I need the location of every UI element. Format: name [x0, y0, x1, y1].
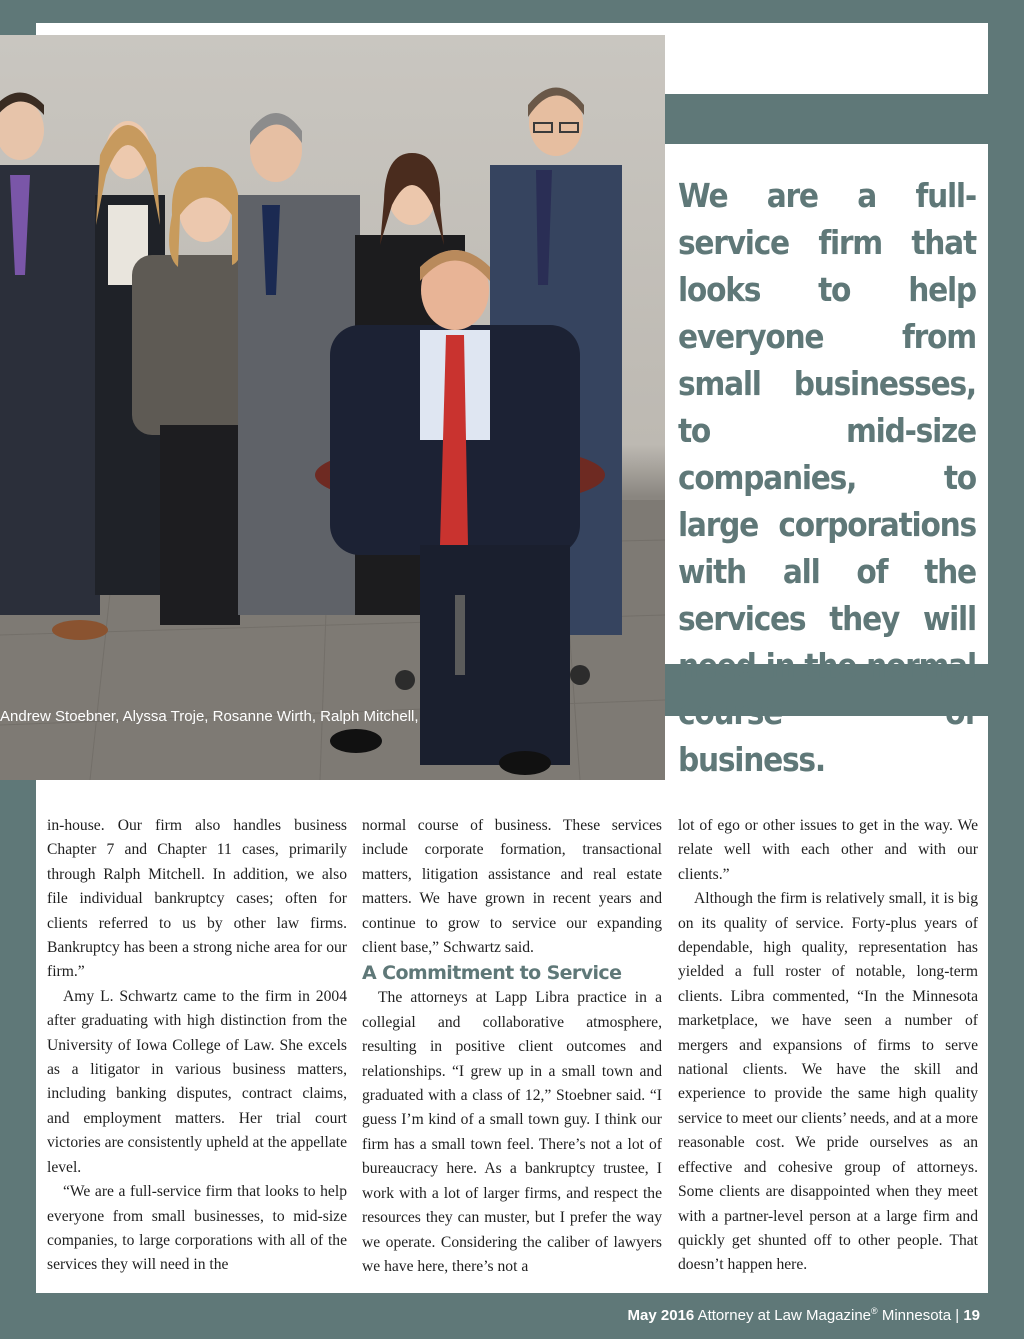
article-column-1: [47, 814, 347, 1278]
article-column-3: [678, 814, 978, 1278]
paragraph: Amy L. Schwartz came to the firm in 2004 after graduating with high distinction from the University of Iowa College of Law. She excels as a litigator in various business matters, including banking disputes, contract claims, and employment matters. Her trial court victories are consistently upheld at the appellate level.: [47, 987, 347, 1176]
paragraph: Although the firm is relatively small, it is big on its quality of service. Forty-plus years of dependable, high quality, representation has yielded a full roster of notable, long-term clients. Libra commented, “In the Minnesota marketplace, we have seen a number of mergers and expansions of firms to serve national clients. We have the skill and experience to provide the same high quality service to meet our clients’ needs, and at a more reasonable cost. We pride ourselves as an effective and cohesive group of attorneys. Some clients are disappointed when they meet with a partner-level person at a large firm and quickly get shunted off to other people. That doesn’t happen here.: [678, 890, 978, 1274]
paragraph: in-house. Our firm also handles business Chapter 7 and Chapter 11 cases, primarily through Ralph Mitchell. In addition, we also file individual bankruptcy cases; often for clients referred to us by other law firms. Bankruptcy has been a strong niche area for our firm.”: [47, 817, 347, 981]
article-column-2: [362, 814, 662, 1279]
section-heading: A Commitment to Service: [362, 962, 622, 985]
page-footer: [628, 1306, 980, 1324]
pull-quote: We are a full-service firm that looks to help everyone from small businesses, to mid-size companies, to large corporations with all of the services they will need in the normal course of business.: [678, 176, 976, 779]
teal-divider-top: [665, 94, 995, 144]
photo-caption: Andrew Stoebner, Alyssa Troje, Rosanne Wirth, Ralph Mitchell,: [0, 708, 419, 725]
paragraph: lot of ego or other issues to get in the way. We relate well with each other and with our clients.”: [678, 817, 978, 883]
edition-name: Minnesota: [881, 1307, 952, 1324]
group-photo-illustration: [0, 35, 665, 780]
paragraph: “We are a full-service firm that looks to help everyone from small businesses, to mid-size companies, to large corporations with all of the services they will need in the: [47, 1183, 347, 1274]
group-photo: [0, 35, 665, 780]
issue-date: May 2016: [627, 1307, 695, 1324]
paragraph: The attorneys at Lapp Libra practice in a collegial and collaborative atmosphere, resulting in positive client outcomes and relationships. “I grew up in a small town and graduated with a class of 12,” Stoebner said. “I guess I’m kind of a small town guy. I think our firm has a small town feel. There’s not a lot of bureaucracy here. As a bankruptcy trustee, I work with a lot of larger firms, and respect the resources they can muster, but I prefer the way we operate. Considering the caliber of lawyers we have here, there’s not a: [362, 989, 662, 1275]
paragraph: normal course of business. These services include corporate formation, transactional matters, litigation assistance and real estate matters. We have grown in recent years and continue to grow to service our expanding client base,” Schwartz said.: [362, 817, 662, 957]
registered-mark: ®: [871, 1306, 878, 1316]
footer-separator: |: [955, 1307, 960, 1324]
magazine-name: Attorney at Law Magazine: [697, 1307, 872, 1324]
page-number: 19: [963, 1307, 980, 1324]
